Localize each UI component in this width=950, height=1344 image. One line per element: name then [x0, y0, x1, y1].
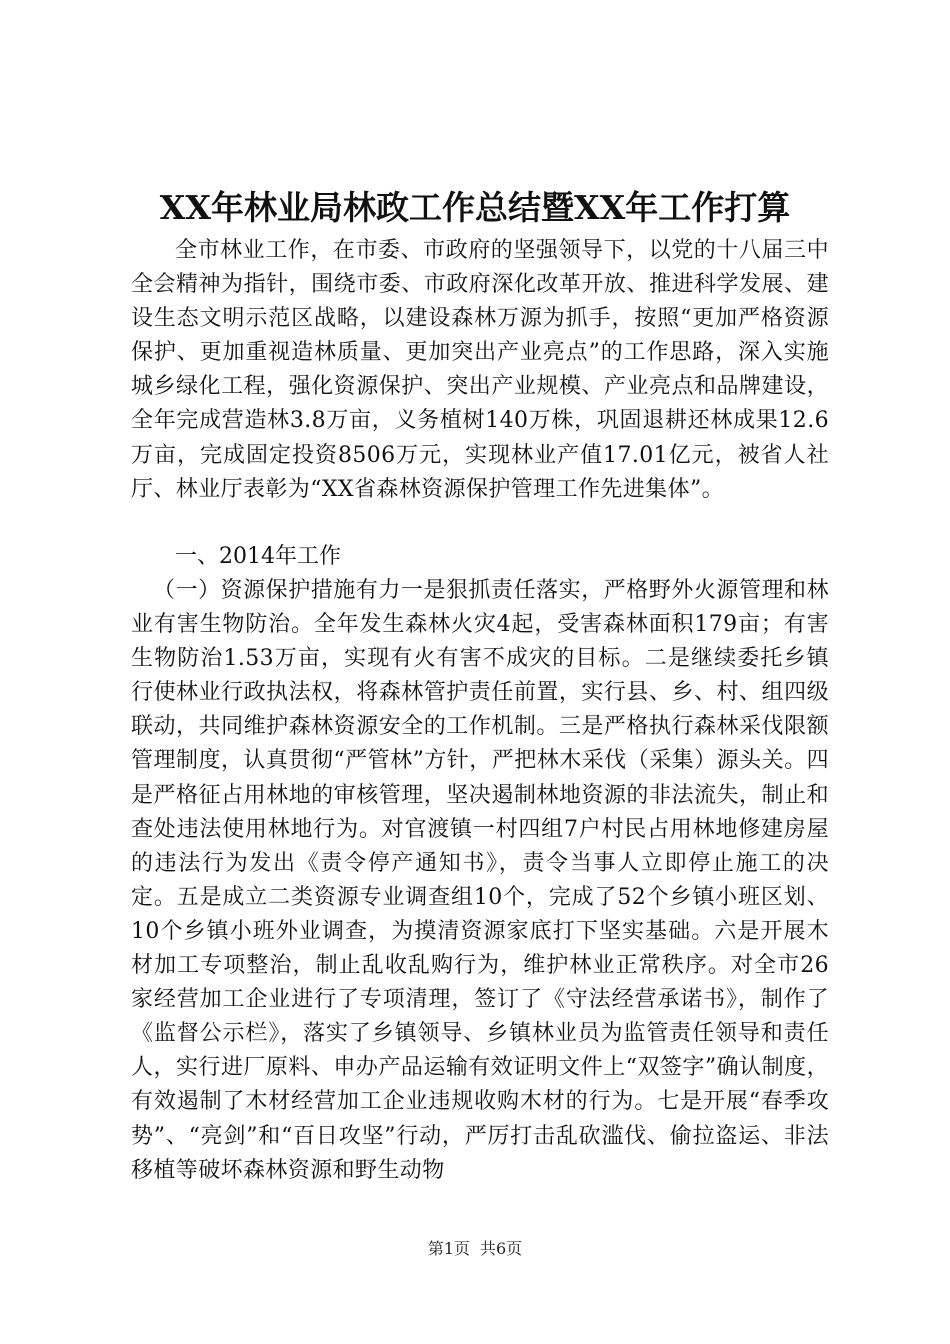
- page-total: 共6页: [480, 1239, 523, 1258]
- page-footer: [0, 1238, 950, 1260]
- section-paragraph: （一）资源保护措施有力一是狠抓责任落实，严格野外火源管理和林业有害生物防治。全年发生森林火灾4起，受害森林面积179亩；有害生物防治1.53万亩，实现有火有害不成灾的目标。二是继续委托乡镇行使林业行政执法权，将森林管护责任前置，实行县、乡、村、组四级联动，共同维护森林资源安全的工作机制。三是严格执行森林采伐限额管理制度，认真贯彻“严管林”方针，严把林木采伐（采集）源头关。四是严格征占用林地的审核管理，坚决遏制林地资源的非法流失，制止和查处违法使用林地行为。对官渡镇一村四组7户村民占用林地修建房屋的违法行为发出《责令停产通知书》，责令当事人立即停止施工的决定。五是成立二类资源专业调查组10个，完成了52个乡镇小班区划、10个乡镇小班外业调查，为摸清资源家底打下坚实基础。六是开展木材加工专项整治，制止乱收乱购行为，维护林业正常秩序。对全市26家经营加工企业进行了专项清理，签订了《守法经营承诺书》，制作了《监督公示栏》，落实了乡镇领导、乡镇林业员为监管责任领导和责任人，实行进厂原料、申办产品运输有效证明文件上“双签字”确认制度，有效遏制了木材经营加工企业违规收购木材的行为。七是开展“春季攻势”、“亮剑”和“百日攻坚”行动，严厉打击乱砍滥伐、偷拉盗运、非法移植等破坏森林资源和野生动物: [131, 578, 829, 1183]
- page-number: 第1页: [427, 1239, 470, 1258]
- intro-paragraph: 全市林业工作，在市委、市政府的坚强领导下，以党的十八届三中全会精神为指针，围绕市委、市政府深化改革开放、推进科学发展、建设生态文明示范区战略，以建设森林万源为抓手，按照“更加严格资源保护、更加重视造林质量、更加突出产业亮点”的工作思路，深入实施城乡绿化工程，强化资源保护、突出产业规模、产业亮点和品牌建设，全年完成营造林3.8万亩，义务植树140万株，巩固退耕还林成果12.6万亩，完成固定投资8506万元，实现林业产值17.01亿元，被省人社厅、林业厅表彰为“XX省森林资源保护管理工作先进集体”。: [131, 238, 829, 502]
- document-title: XX年林业局林政工作总结暨XX年工作打算: [159, 188, 791, 227]
- section-heading: 一、2014年工作: [175, 544, 341, 569]
